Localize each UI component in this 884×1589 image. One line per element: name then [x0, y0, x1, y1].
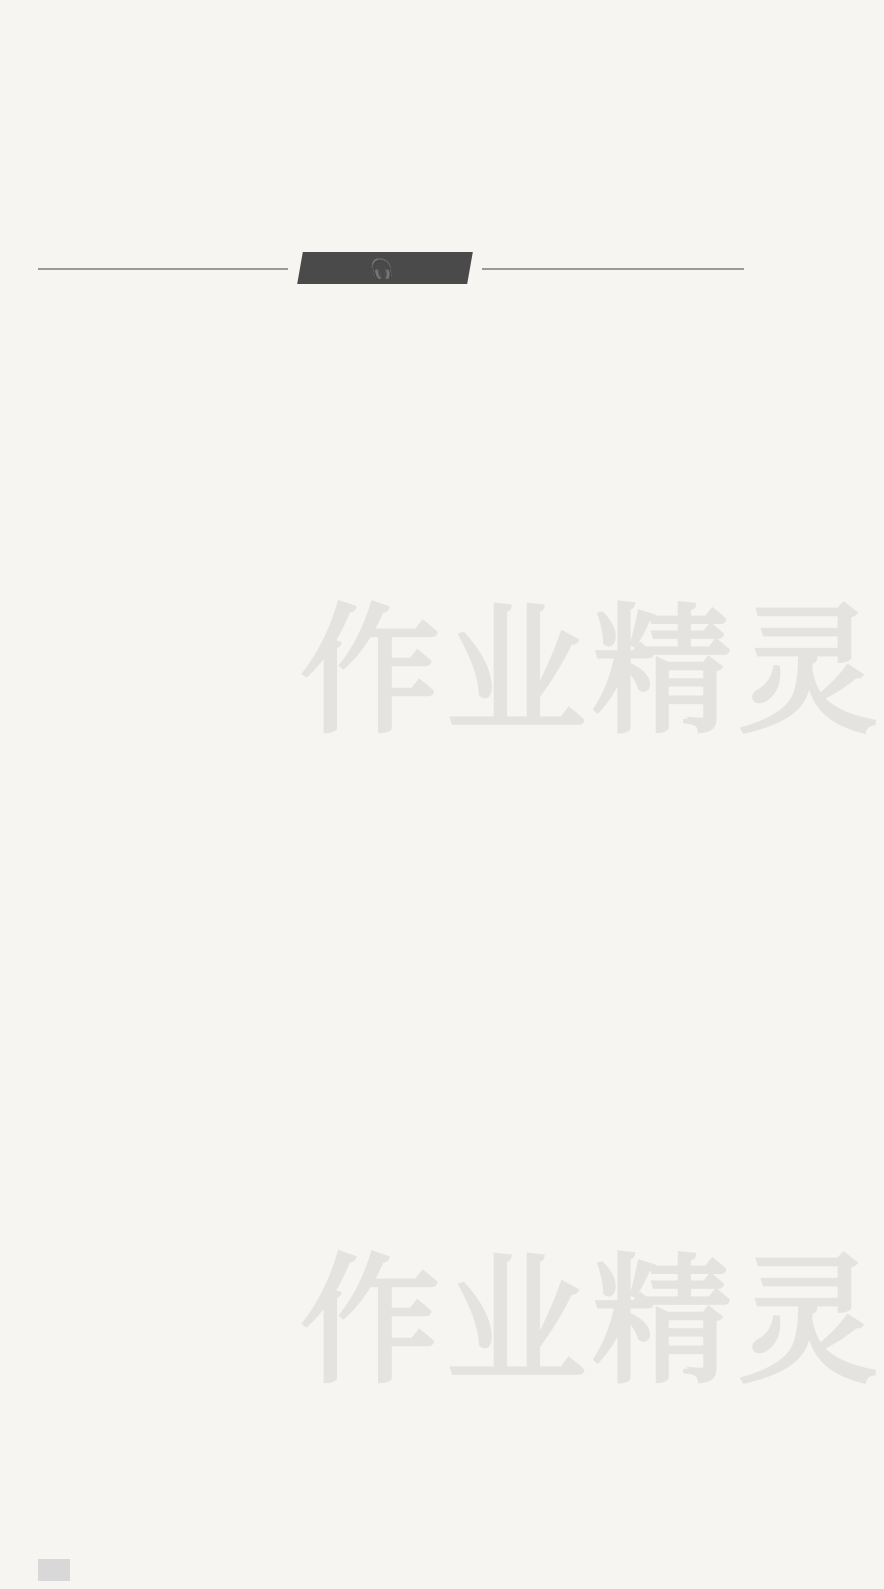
- section-banner: [297, 252, 473, 284]
- page-number: [38, 1559, 70, 1581]
- headphone-icon: 🎧: [367, 257, 396, 280]
- watermark-logo-2: 作业精灵: [300, 1241, 884, 1404]
- divider-right: [482, 268, 744, 270]
- divider-left: [38, 268, 288, 270]
- watermark-logo: 作业精灵: [300, 591, 884, 754]
